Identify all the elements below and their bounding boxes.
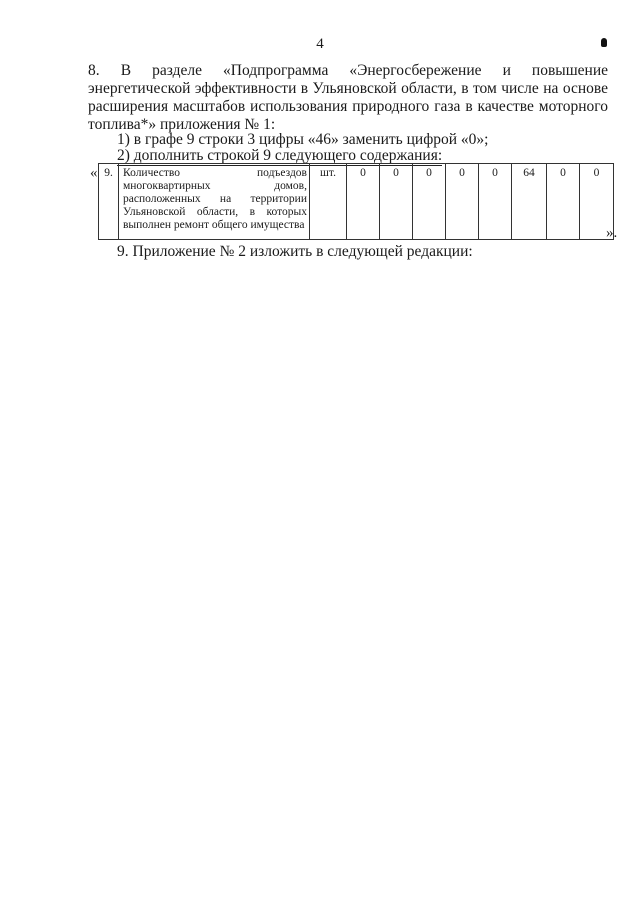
value-cell: 0 — [446, 164, 479, 240]
paragraph-8-line-1: 8. В разделе «Подпрограмма «Энергосбережение и повышение — [88, 62, 608, 79]
page-number: 4 — [316, 36, 324, 52]
paragraph-8-line-3: расширения масштабов использования природного газа в качестве моторного — [88, 98, 608, 115]
unit-cell: шт. — [310, 164, 347, 240]
value-cell: 0 — [347, 164, 380, 240]
value-cell: 64 — [512, 164, 547, 240]
value-cell: 0 — [413, 164, 446, 240]
value-cell: 0 — [580, 164, 614, 240]
item-1: 1) в графе 9 строки 3 цифры «46» заменить цифрой «0»; — [117, 131, 489, 148]
item-2-text: 2) дополнить строкой 9 следующего содержания: — [117, 147, 443, 164]
paragraph-8-line-2: энергетической эффективности в Ульяновской области, в том числе на основе — [88, 80, 608, 97]
value-cell: 0 — [380, 164, 413, 240]
opening-quote: « — [90, 165, 98, 181]
closing-quote: ». — [606, 225, 618, 241]
inserted-table-row — [98, 163, 614, 240]
row-number-cell: 9. — [99, 164, 119, 240]
value-cell: 0 — [547, 164, 580, 240]
description-cell: Количество подъездов многоквартирных домов, расположенных на территории Ульяновской области, в которых выполнен ремонт общего имущества — [119, 164, 310, 240]
ink-mark — [601, 38, 607, 47]
paragraph-8-line-4: топлива*» приложения № 1: — [88, 116, 276, 133]
paragraph-9: 9. Приложение № 2 изложить в следующей редакции: — [117, 243, 473, 260]
value-cell: 0 — [479, 164, 512, 240]
